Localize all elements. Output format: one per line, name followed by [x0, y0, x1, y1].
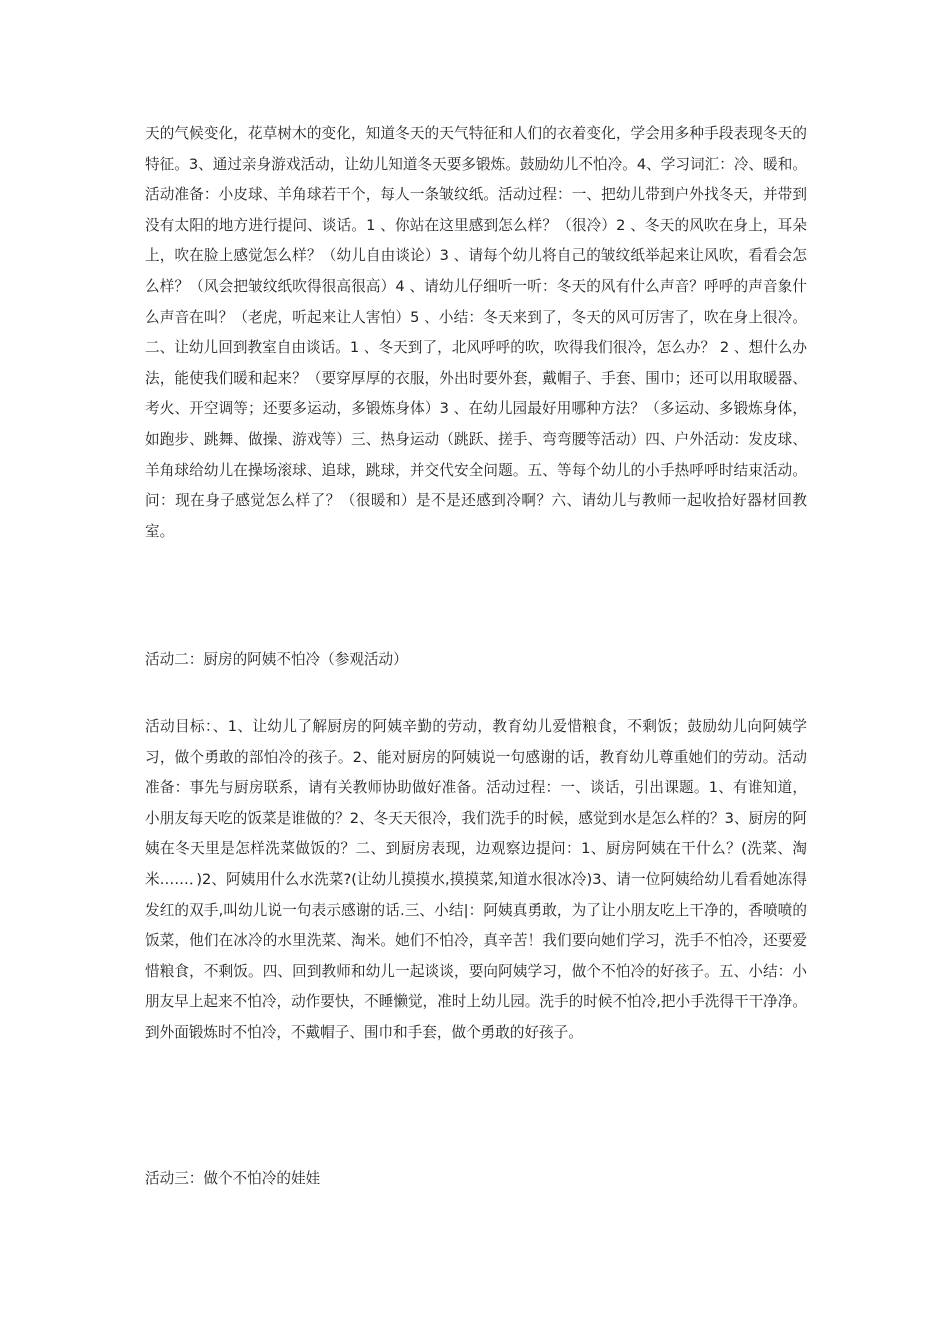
paragraph-activity-one-content: 天的气候变化，花草树木的变化，知道冬天的天气特征和人们的衣着变化，学会用多种手段表现冬天的特征。3、通过亲身游戏活动，让幼儿知道冬天要多锻炼。鼓励幼儿不怕冷。4、学习词汇：冷、暖和。活动准备：小皮球、羊角球若干个，每人一条皱纹纸。活动过程：一、把幼儿带到户外找冬天，并带到没有太阳的地方进行提问、谈话。1 、你站在这里感到怎么样？（很冷）2 、冬天的风吹在身上，耳朵上，吹在脸上感觉怎么样？（幼儿自由谈论）3 、请每个幼儿将自己的皱纹纸举起来让风吹，看看会怎么样？（风会把皱纹纸吹得很高很高）4 、请幼儿仔细听一听：冬天的风有什么声音？呼呼的声音象什么声音在叫？（老虎，听起来让人害怕）5 、小结：冬天来到了，冬天的风可厉害了，吹在身上很冷。二、让幼儿回到教室自由谈话。1 、冬天到了，北风呼呼的吹，吹得我们很冷，怎么办？ 2 、想什么办法，能使我们暖和起来？（要穿厚厚的衣服，外出时要外套，戴帽子、手套、围巾；还可以用取暖器、考火、开空调等；还要多运动，多锻炼身体）3 、在幼儿园最好用哪种方法？（多运动、多锻炼身体，如跑步、跳舞、做操、游戏等）三、热身运动（跳跃、搓手、弯弯腰等活动）四、户外活动：发皮球、羊角球给幼儿在操场滚球、追球，跳球，并交代安全问题。五、等每个幼儿的小手热呼呼时结束活动。问：现在身子感觉怎么样了？（很暖和）是不是还感到冷啊？六、请幼儿与教师一起收拾好器材回教室。: [145, 125, 807, 540]
paragraph-activity-two-content: 活动目标：、1、让幼儿了解厨房的阿姨辛勤的劳动，教育幼儿爱惜粮食，不剩饭；鼓励幼儿向阿姨学习，做个勇敢的部怕冷的孩子。2、能对厨房的阿姨说一句感谢的话，教育幼儿尊重她们的劳动。活动准备：事先与厨房联系，请有关教师协助做好准备。活动过程：一、谈话，引出课题。1、有谁知道，小朋友每天吃的饭菜是谁做的？2、冬天天很冷，我们洗手的时候，感觉到水是怎么样的？3、厨房的阿姨在冬天里是怎样洗菜做饭的？二、到厨房表现，边观察边提问：1、厨房阿姨在干什么？(洗菜、淘米……．)2、阿姨用什么水洗菜?(让幼儿摸摸水,摸摸菜,知道水很冰冷)3、请一位阿姨给幼儿看看她冻得发红的双手,叫幼儿说一句表示感谢的话.三、小结|：阿姨真勇敢，为了让小朋友吃上干净的，香喷喷的饭菜，他们在冰冷的水里洗菜、淘米。她们不怕冷，真辛苦！我们要向她们学习，洗手不怕冷，还要爱惜粮食，不剩饭。四、回到教师和幼儿一起谈谈，要向阿姨学习，做个不怕冷的好孩子。五、小结：小朋友早上起来不怕冷，动作要快，不睡懒觉，准时上幼儿园。洗手的时候不怕冷,把小手洗得干干净净。到外面锻炼时不怕冷，不戴帽子、围巾和手套，做个勇敢的好孩子。: [145, 718, 807, 1041]
heading-activity-two: 活动二：厨房的阿姨不怕冷（参观活动）: [145, 651, 408, 668]
heading-activity-three: 活动三：做个不怕冷的娃娃: [145, 1170, 321, 1187]
